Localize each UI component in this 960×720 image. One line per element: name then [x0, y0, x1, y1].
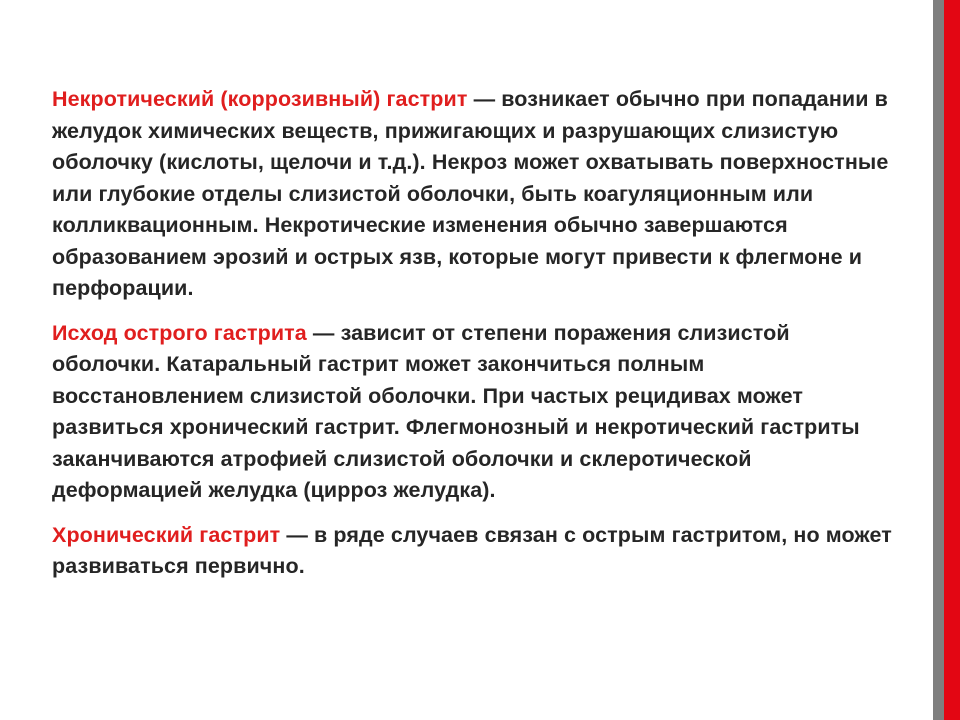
slide-edge-red-bar [944, 0, 960, 720]
term-acute-gastritis-outcome: Исход острого гастрита [52, 320, 307, 345]
paragraph-chronic-gastritis [52, 520, 902, 583]
paragraph-necrotic-gastritis [52, 84, 902, 305]
paragraph-acute-gastritis-outcome [52, 318, 902, 507]
slide-edge-gray-stripe [933, 0, 944, 720]
paragraph-acute-gastritis-outcome-text: — зависит от степени поражения слизистой оболочки. Катаральный гастрит может закончиться полным восстановлением слизистой оболочки. При частых рецидивах может развиться хронический гастрит. Флегмонозный и некротический гастриты заканчиваются атрофией слизистой оболочки и склеротической деформацией желудка (цирроз желудка). [52, 320, 860, 502]
paragraph-chronic-gastritis-text: — в ряде случаев связан с острым гастритом, но может развиваться первично. [52, 522, 892, 578]
paragraph-necrotic-gastritis-text: — возникает обычно при попадании в желудок химических веществ, прижигающих и разрушающих слизистую оболочку (кислоты, щелочи и т.д.). Некроз может охватывать поверхностные или глубокие отделы слизистой оболочки, быть коагуляционным или колликвационным. Некротические изменения обычно завершаются образованием эрозий и острых язв, которые могут привести к флегмоне и перфорации. [52, 87, 889, 300]
slide-content [52, 84, 902, 596]
term-chronic-gastritis: Хронический гастрит [52, 522, 281, 547]
term-necrotic-gastritis: Некротический (коррозивный) гастрит [52, 87, 468, 111]
